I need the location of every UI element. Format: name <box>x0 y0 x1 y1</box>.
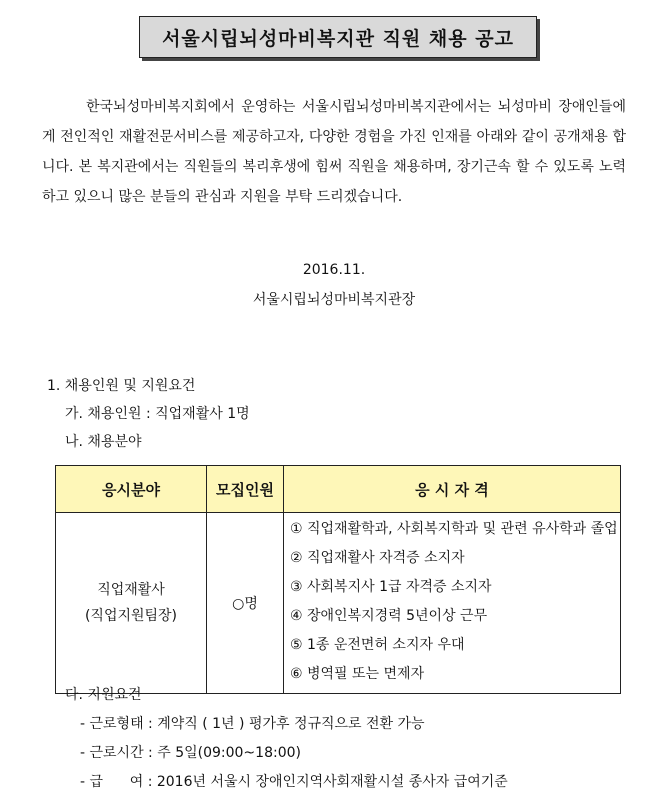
count-cell: ○명 <box>207 513 284 694</box>
qualification-item: ④ 장애인복지경력 5년이상 근무 <box>290 608 488 624</box>
qualification-item: ① 직업재활학과, 사회복지학과 및 관련 유사학과 졸업 <box>290 521 618 537</box>
qualification-item: ② 직업재활사 자격증 소지자 <box>290 550 465 566</box>
qualification-item: ⑤ 1종 운전면허 소지자 우대 <box>290 637 465 653</box>
field-name: 직업재활사 <box>97 582 165 598</box>
table-header-row <box>56 466 621 513</box>
table-row <box>56 513 621 694</box>
requirement-item: - 근로시간 : 주 5일(09:00~18:00) <box>80 745 301 761</box>
header-count: 모집인원 <box>207 466 284 513</box>
requirement-item: - 근로형태 : 계약직 ( 1년 ) 평가후 정규직으로 전환 가능 <box>80 716 425 732</box>
requirement-item: - 급 여 : 2016년 서울시 장애인지역사회재활시설 종사자 급여기준 <box>80 774 508 790</box>
header-qualifications: 응 시 자 격 <box>284 466 621 513</box>
hiring-count-line: 가. 채용인원 : 직업재활사 1명 <box>65 406 250 422</box>
intro-paragraph: 한국뇌성마비복지회에서 운영하는 서울시립뇌성마비복지관에서는 뇌성마비 장애인들에게 전인적인 재활전문서비스를 제공하고자, 다양한 경험을 가진 인재를 아래와 같이 공개채용 합니다. 본 복지관에서는 직원들의 복리후생에 힘써 직원을 채용하며, 장기근속 할 수 있도록 노력하고 있으니 많은 분들의 관심과 지원을 부탁 드리겠습니다. <box>42 99 626 205</box>
hiring-field-line: 나. 채용분야 <box>65 434 142 450</box>
qualifications-cell <box>284 513 621 694</box>
notice-date: 2016.11. <box>302 262 366 278</box>
qualification-item: ⑥ 병역필 또는 면제자 <box>290 666 425 682</box>
notice-title: 서울시립뇌성마비복지관 직원 채용 공고 <box>139 16 537 58</box>
field-cell <box>56 513 207 694</box>
header-field: 응시분야 <box>56 466 207 513</box>
issuer-name: 서울시립뇌성마비복지관장 <box>252 292 416 308</box>
section-heading: 1. 채용인원 및 지원요건 <box>47 378 196 394</box>
field-team: (직업지원팀장) <box>84 608 178 624</box>
requirements-heading: 다. 지원요건 <box>65 687 142 703</box>
requirements-table <box>55 465 621 694</box>
qualification-item: ③ 사회복지사 1급 자격증 소지자 <box>290 579 492 595</box>
